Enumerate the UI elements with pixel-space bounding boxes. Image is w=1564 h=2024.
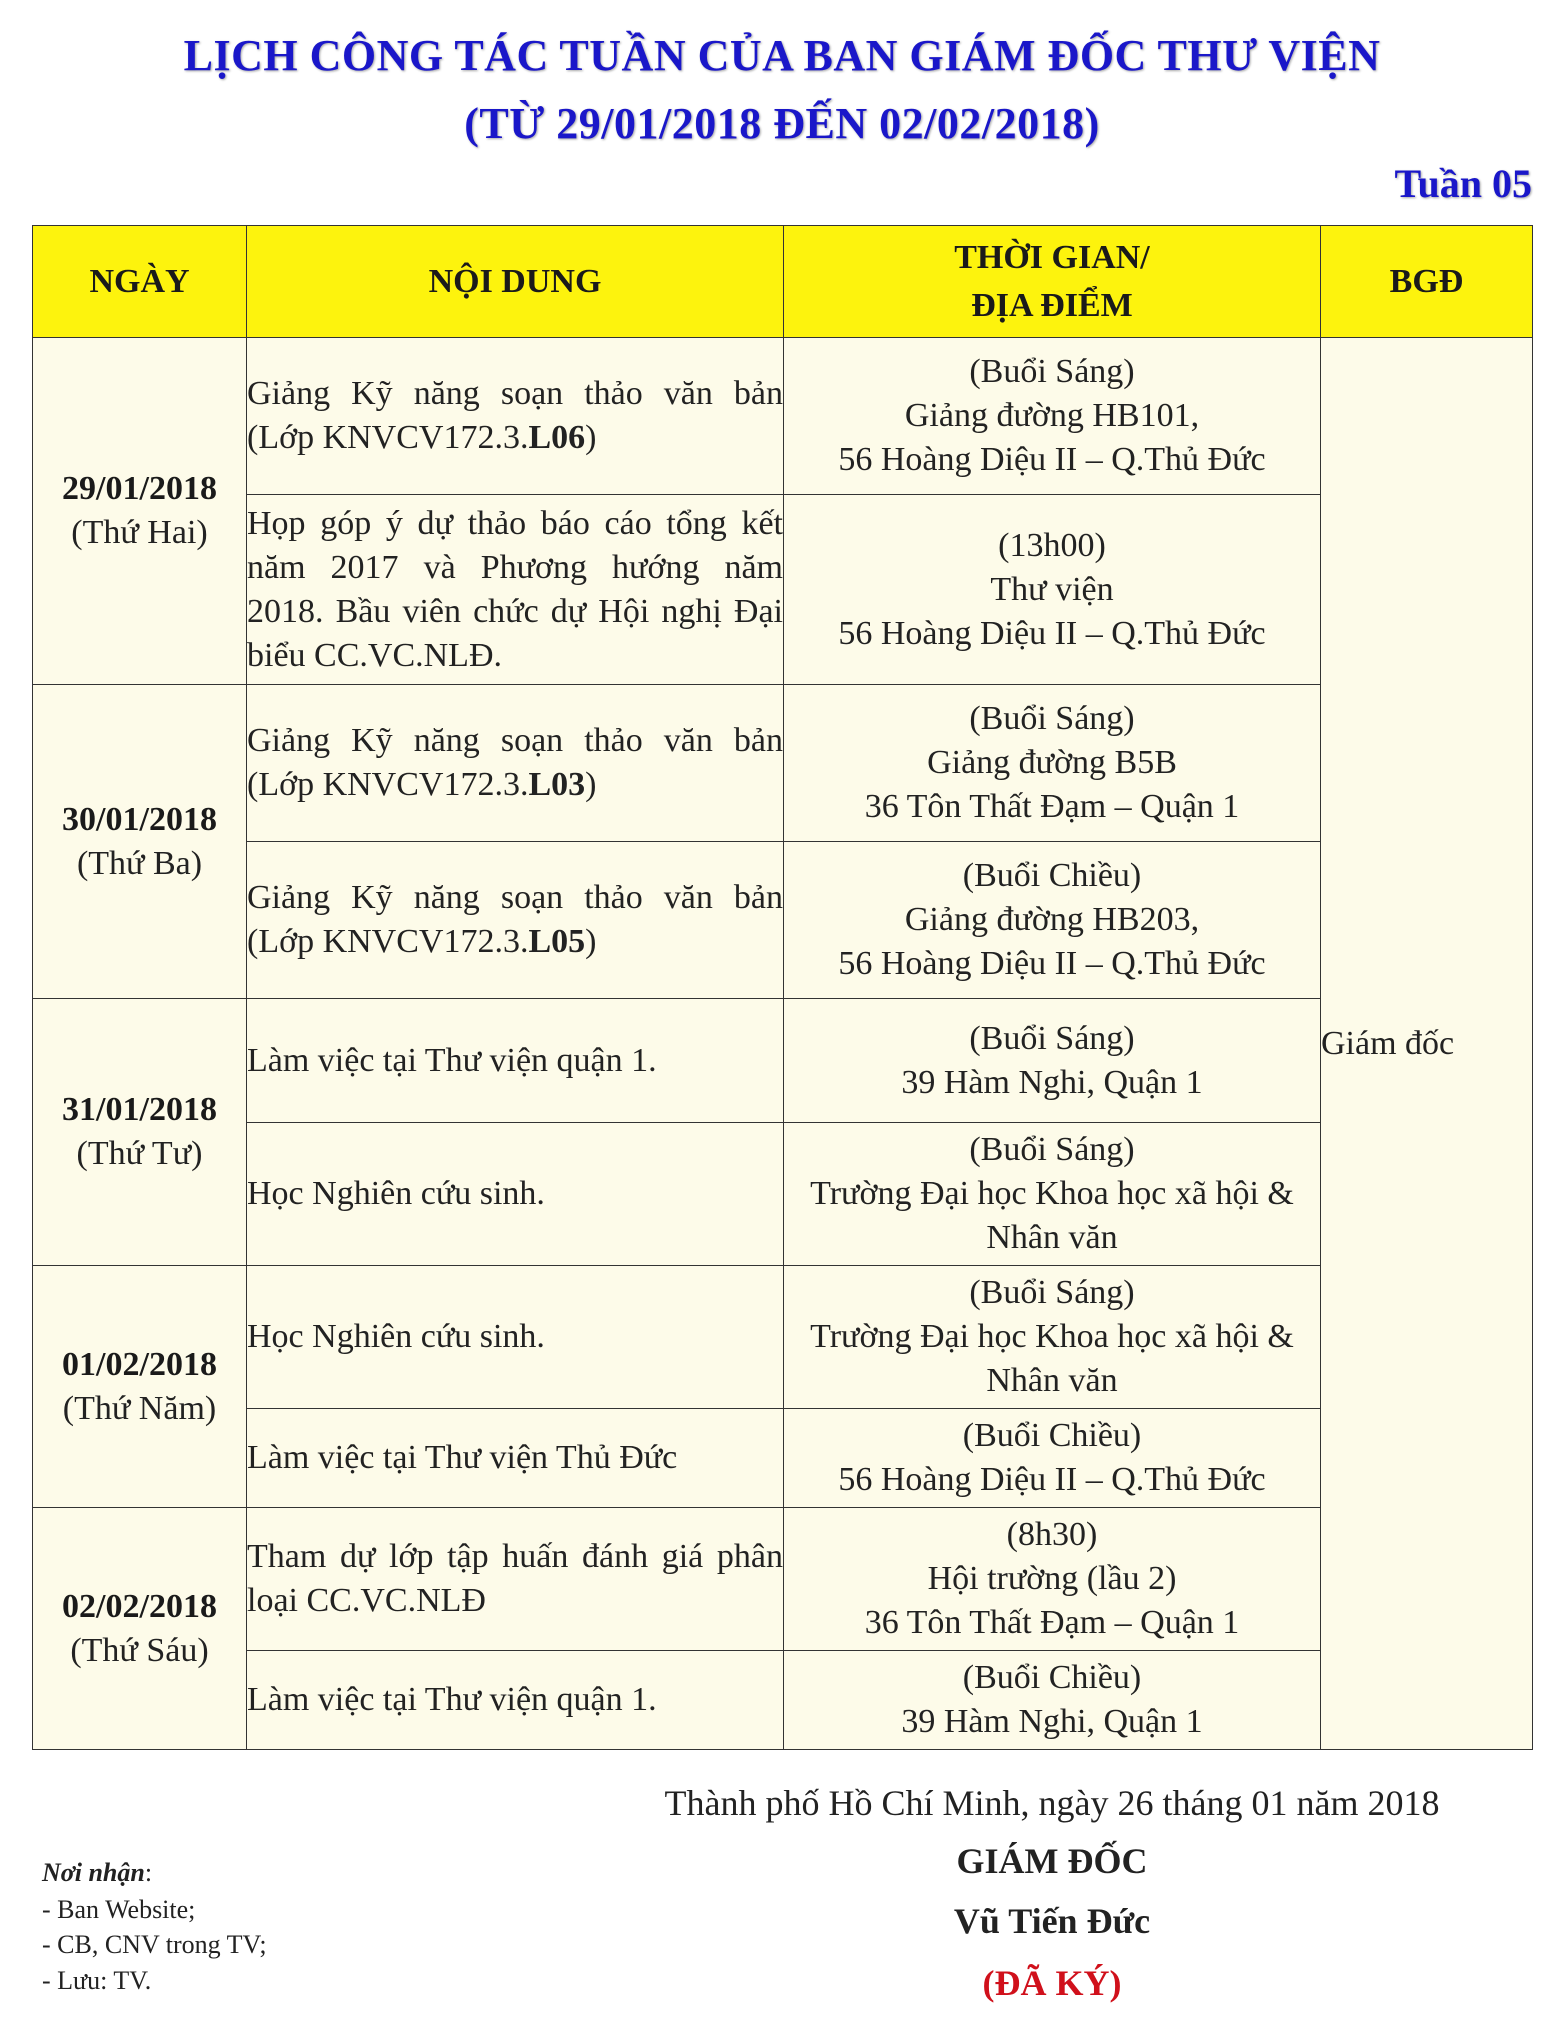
table-row xyxy=(33,685,1533,842)
time-location-line: (Buổi Chiều) xyxy=(962,1659,1142,1696)
recipients-heading xyxy=(42,1858,152,1888)
time-location-line: (Buổi Sáng) xyxy=(969,1019,1135,1057)
table-row xyxy=(33,338,1533,495)
content-cell xyxy=(247,685,784,842)
day-weekday: (Thứ Sáu) xyxy=(70,1631,209,1669)
recipient-item: - Lưu: TV. xyxy=(42,1966,152,1995)
table-row xyxy=(33,842,1533,999)
time-location-line: Giảng đường B5B xyxy=(927,744,1177,781)
content-cell xyxy=(247,1123,784,1266)
time-location-line: (13h00) xyxy=(998,526,1106,564)
time-location-cell xyxy=(784,1409,1321,1508)
day-weekday: (Thứ Hai) xyxy=(71,514,208,551)
content-text: Làm việc tại Thư viện quận 1. xyxy=(247,1041,657,1079)
content-text: Họp góp ý dự thảo báo cáo tổng kết năm 2017 và Phương hướng năm 2018. Bầu viên chức dự Hội nghị Đại biểu CC.VC.NLĐ. xyxy=(247,504,783,674)
time-location-cell xyxy=(784,685,1321,842)
document-date-range: (TỪ 29/01/2018 ĐẾN 02/02/2018) xyxy=(464,99,1100,148)
time-location-cell xyxy=(784,1508,1321,1651)
bgd-cell: Giám đốc xyxy=(1321,338,1533,1750)
time-location-line: (Buổi Sáng) xyxy=(969,1131,1135,1168)
day-cell xyxy=(33,685,247,999)
signer-role: GIÁM ĐỐC xyxy=(956,1841,1148,1881)
content-cell xyxy=(247,338,784,495)
time-location-line: (Buổi Chiều) xyxy=(962,1417,1142,1454)
time-location-line: Trường Đại học Khoa học xã hội & Nhân văn xyxy=(810,1318,1294,1399)
content-cell xyxy=(247,842,784,999)
header-content: NỘI DUNG xyxy=(247,226,784,338)
day-cell xyxy=(33,1508,247,1750)
table-row xyxy=(33,495,1533,685)
table-header-row xyxy=(33,226,1533,338)
content-text: Làm việc tại Thư viện quận 1. xyxy=(247,1681,657,1718)
content-cell xyxy=(247,1266,784,1409)
header-bgd: BGĐ xyxy=(1321,226,1533,338)
content-cell xyxy=(247,1651,784,1750)
recipients-label: Nơi nhận xyxy=(42,1858,145,1887)
day-date: 02/02/2018 xyxy=(62,1587,217,1625)
day-cell xyxy=(33,999,247,1266)
day-date: 30/01/2018 xyxy=(62,800,217,838)
content-text-tail: ) xyxy=(585,923,597,960)
time-location-line: Trường Đại học Khoa học xã hội & Nhân văn xyxy=(810,1175,1294,1256)
table-row xyxy=(33,1508,1533,1651)
content-text: Giảng Kỹ năng soạn thảo văn bản (Lớp KNVCV172.3. xyxy=(247,375,783,456)
header-time-line2: ĐỊA ĐIỂM xyxy=(971,286,1133,324)
day-weekday: (Thứ Năm) xyxy=(62,1389,217,1427)
content-text: Giảng Kỹ năng soạn thảo văn bản (Lớp KNVCV172.3. xyxy=(247,879,783,960)
table-row xyxy=(33,1266,1533,1409)
table-row xyxy=(33,999,1533,1123)
day-weekday: (Thứ Ba) xyxy=(76,844,203,882)
signed-status: (ĐÃ KÝ) xyxy=(982,1963,1122,2003)
content-text: Giảng Kỹ năng soạn thảo văn bản (Lớp KNVCV172.3. xyxy=(247,722,783,803)
time-location-line: 56 Hoàng Diệu II – Q.Thủ Đức xyxy=(838,1461,1266,1498)
time-location-line: (Buổi Chiều) xyxy=(962,857,1142,894)
time-location-line: (Buổi Sáng) xyxy=(969,1274,1135,1311)
content-cell xyxy=(247,1409,784,1508)
header-time-location xyxy=(784,226,1321,338)
content-text: Tham dự lớp tập huấn đánh giá phân loại CC.VC.NLĐ xyxy=(247,1538,783,1619)
time-location-cell xyxy=(784,495,1321,685)
day-cell xyxy=(33,338,247,685)
content-text: Làm việc tại Thư viện Thủ Đức xyxy=(247,1439,678,1476)
content-cell xyxy=(247,495,784,685)
header-day: NGÀY xyxy=(33,226,247,338)
schedule-table xyxy=(32,225,1533,1750)
table-row xyxy=(33,1651,1533,1750)
content-class-code: L05 xyxy=(528,923,586,960)
recipients-colon: : xyxy=(144,1858,153,1887)
table-row xyxy=(33,1123,1533,1266)
time-location-cell xyxy=(784,1651,1321,1750)
time-location-line: 56 Hoàng Diệu II – Q.Thủ Đức xyxy=(838,614,1266,652)
content-text: Học Nghiên cứu sinh. xyxy=(247,1175,545,1212)
time-location-cell xyxy=(784,338,1321,495)
content-text-tail: ) xyxy=(585,766,597,803)
time-location-cell xyxy=(784,1123,1321,1266)
table-row xyxy=(33,1409,1533,1508)
day-weekday: (Thứ Tư) xyxy=(76,1135,203,1172)
time-location-line: (Buổi Sáng) xyxy=(969,700,1135,737)
day-cell xyxy=(33,1266,247,1508)
content-text: Học Nghiên cứu sinh. xyxy=(247,1318,545,1355)
time-location-line: 36 Tôn Thất Đạm – Quận 1 xyxy=(864,788,1240,825)
header-time-line1: THỜI GIAN/ xyxy=(954,238,1150,276)
time-location-line: 36 Tôn Thất Đạm – Quận 1 xyxy=(864,1604,1240,1641)
time-location-cell xyxy=(784,1266,1321,1409)
content-cell xyxy=(247,999,784,1123)
time-location-line: Thư viện xyxy=(990,570,1114,608)
time-location-line: (Buổi Sáng) xyxy=(969,353,1135,390)
recipient-item: - Ban Website; xyxy=(42,1895,196,1924)
content-class-code: L03 xyxy=(528,766,586,803)
time-location-line: Giảng đường HB203, xyxy=(904,901,1200,938)
document-title: LỊCH CÔNG TÁC TUẦN CỦA BAN GIÁM ĐỐC THƯ VIỆN xyxy=(183,31,1381,80)
time-location-line: Hội trường (lầu 2) xyxy=(927,1560,1177,1597)
time-location-cell xyxy=(784,842,1321,999)
time-location-line: (8h30) xyxy=(1006,1516,1098,1553)
day-date: 01/02/2018 xyxy=(62,1345,217,1383)
content-class-code: L06 xyxy=(528,419,586,456)
time-location-cell xyxy=(784,999,1321,1123)
time-location-line: 39 Hàm Nghi, Quận 1 xyxy=(901,1063,1203,1101)
time-location-line: 56 Hoàng Diệu II – Q.Thủ Đức xyxy=(838,945,1266,982)
day-date: 31/01/2018 xyxy=(62,1091,217,1128)
content-text-tail: ) xyxy=(585,419,597,456)
place-date: Thành phố Hồ Chí Minh, ngày 26 tháng 01 năm 2018 xyxy=(664,1783,1440,1823)
week-number: Tuần 05 xyxy=(1394,161,1532,206)
day-date: 29/01/2018 xyxy=(62,470,217,507)
recipient-item: - CB, CNV trong TV; xyxy=(42,1930,267,1959)
time-location-line: 56 Hoàng Diệu II – Q.Thủ Đức xyxy=(838,441,1266,478)
signer-name: Vũ Tiến Đức xyxy=(953,1901,1151,1941)
time-location-line: Giảng đường HB101, xyxy=(904,397,1200,434)
time-location-line: 39 Hàm Nghi, Quận 1 xyxy=(901,1703,1203,1740)
content-cell xyxy=(247,1508,784,1651)
